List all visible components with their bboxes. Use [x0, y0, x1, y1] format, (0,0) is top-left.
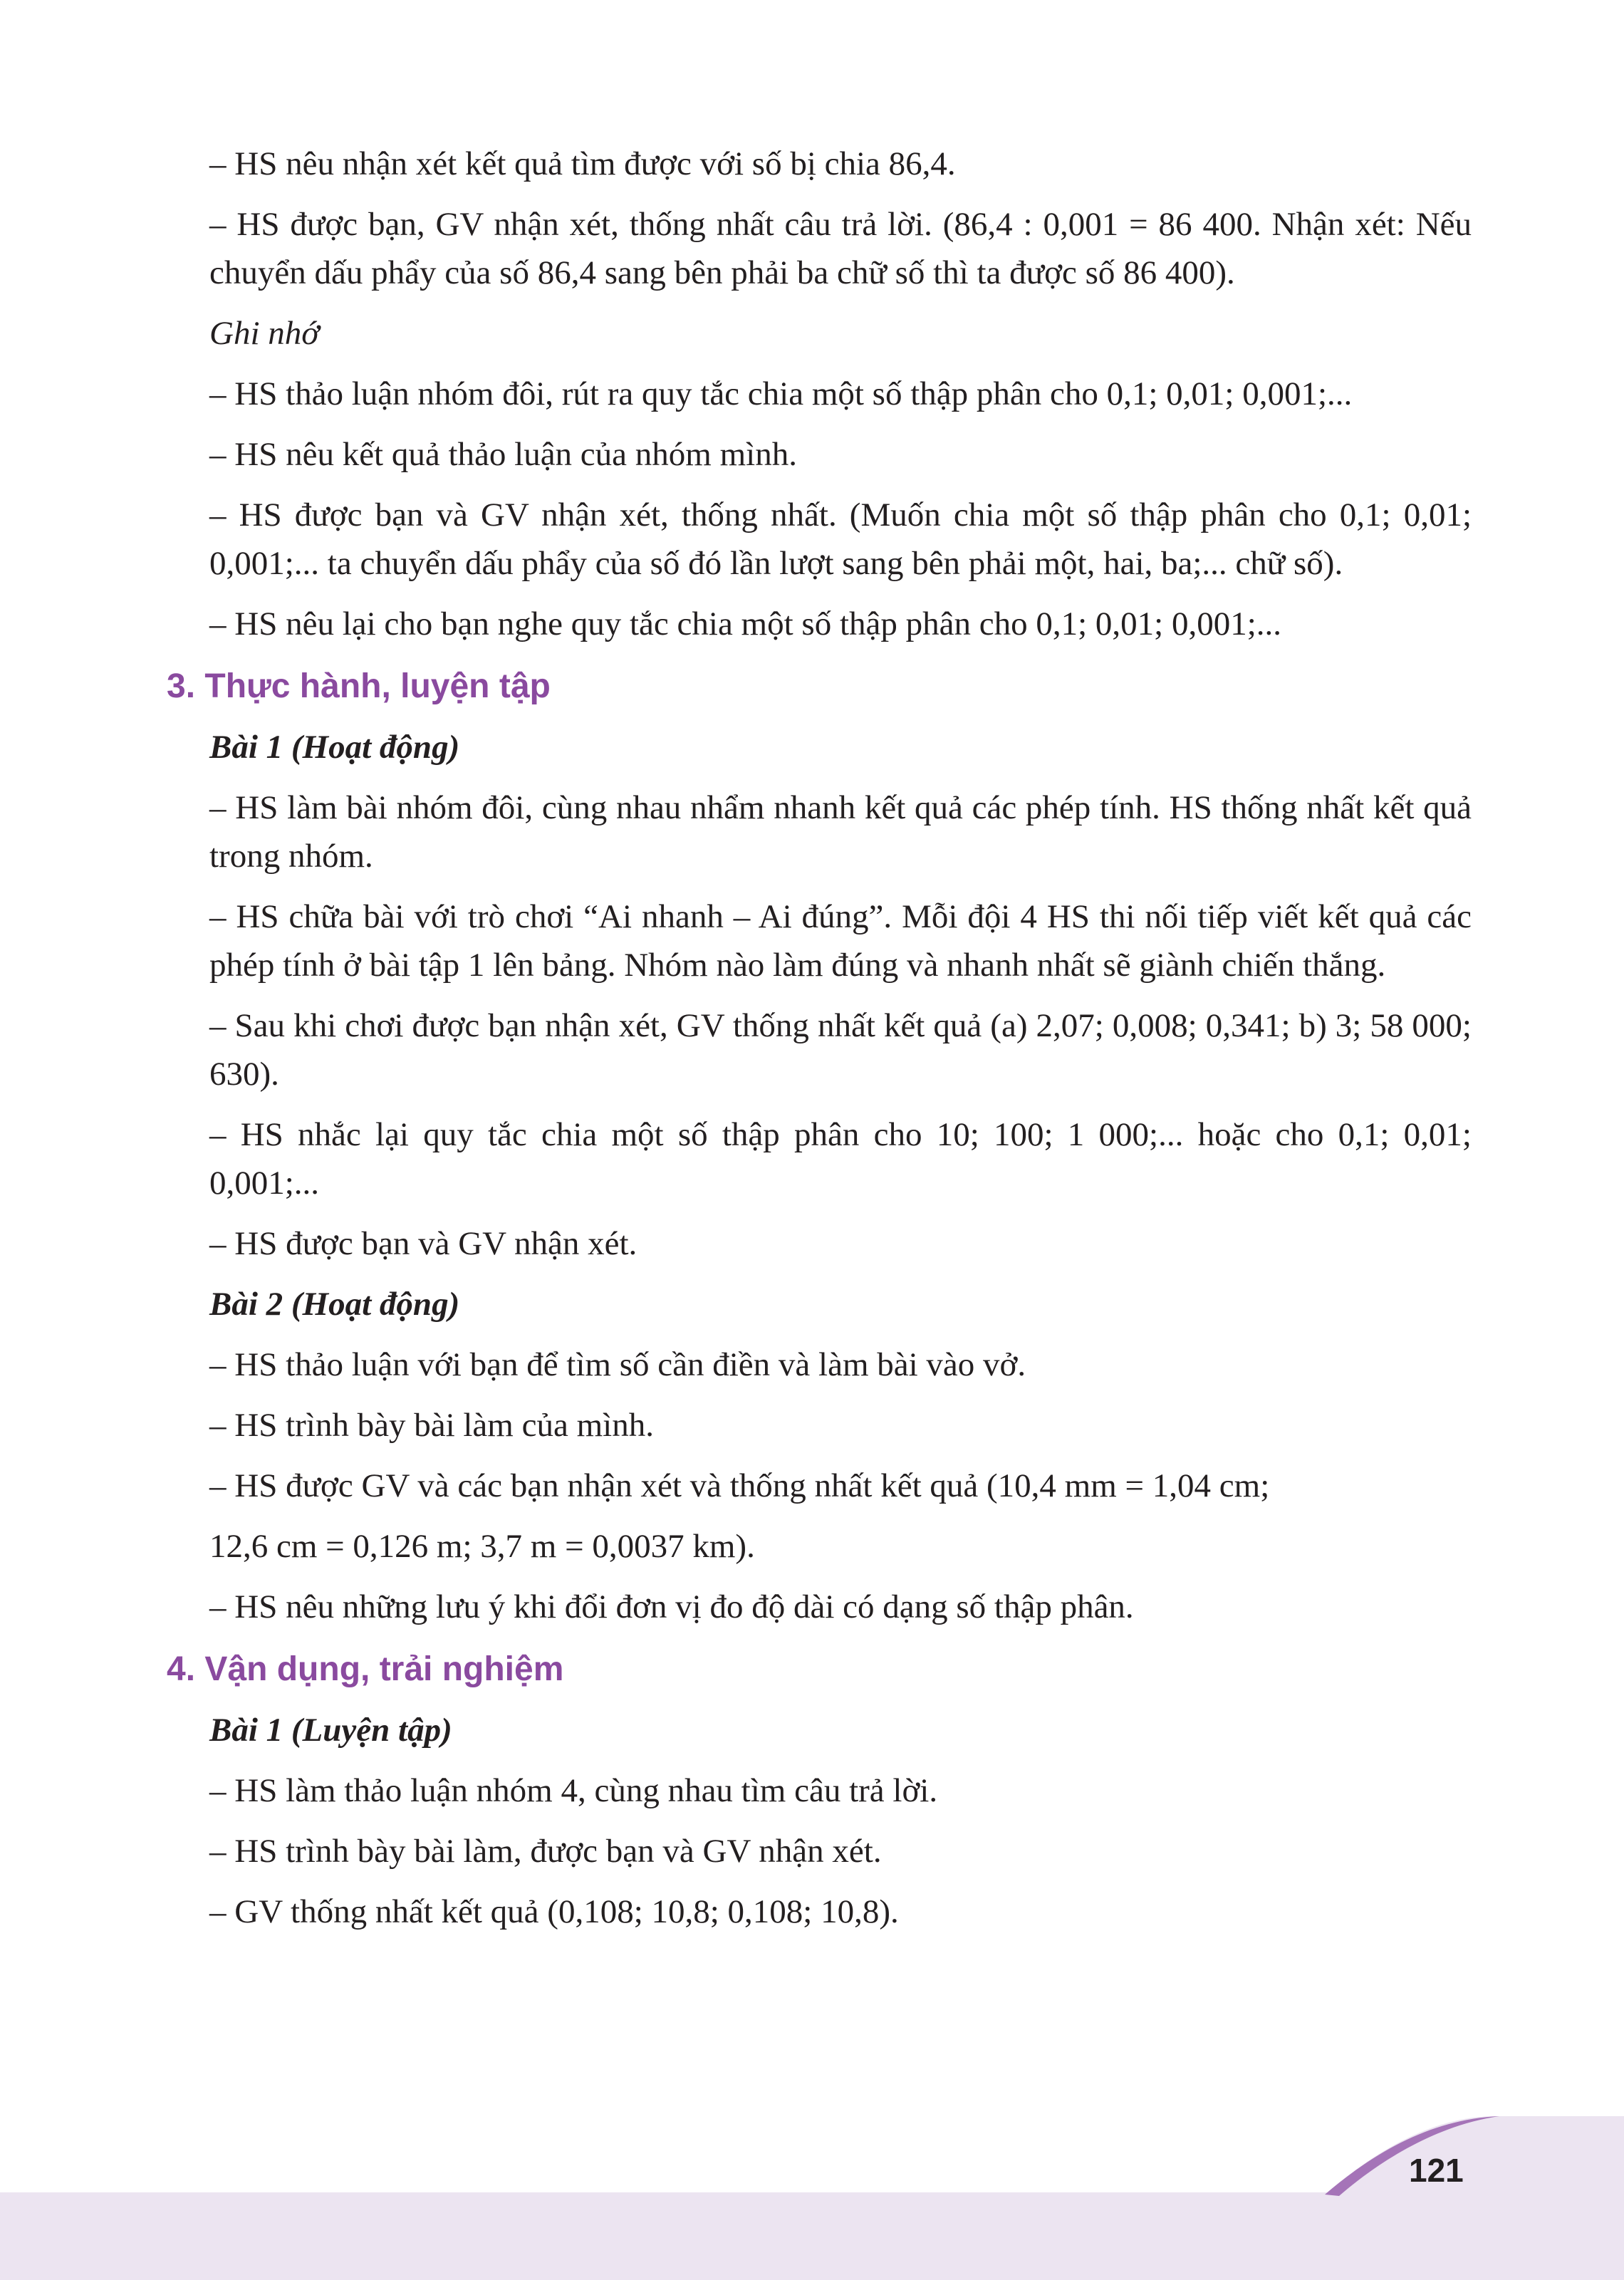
section-heading-3: 3. Thực hành, luyện tập	[167, 667, 551, 705]
footer-band	[0, 2192, 1624, 2280]
exercise-title: Bài 1 (Luyện tập)	[209, 1712, 452, 1749]
section-heading-4: 4. Vận dụng, trải nghiệm	[167, 1650, 564, 1688]
page-content	[167, 140, 1472, 1948]
paragraph: – GV thống nhất kết quả (0,108; 10,8; 0,108; 10,8).	[209, 1893, 899, 1930]
paragraph: – HS nêu nhận xét kết quả tìm được với số bị chia 86,4.	[209, 145, 956, 182]
exercise-title: Bài 2 (Hoạt động)	[209, 1286, 460, 1323]
paragraph: – HS chữa bài với trò chơi “Ai nhanh – Ai đúng”. Mỗi đội 4 HS thi nối tiếp viết kết quả các phép tính ở bài tập 1 lên bảng. Nhóm nào làm đúng và nhanh nhất sẽ giành chiến thắng.	[209, 898, 1472, 984]
paragraph: – HS thảo luận với bạn để tìm số cần điền và làm bài vào vở.	[209, 1346, 1026, 1383]
paragraph: – HS nêu lại cho bạn nghe quy tắc chia một số thập phân cho 0,1; 0,01; 0,001;...	[209, 605, 1282, 642]
paragraph: – HS nhắc lại quy tắc chia một số thập phân cho 10; 100; 1 000;... hoặc cho 0,1; 0,01; 0,001;...	[209, 1116, 1472, 1202]
paragraph: – HS nêu kết quả thảo luận của nhóm mình.	[209, 436, 797, 473]
paragraph: – Sau khi chơi được bạn nhận xét, GV thống nhất kết quả (a) 2,07; 0,008; 0,341; b) 3; 58 000; 630).	[209, 1007, 1472, 1093]
page-number: 121	[1409, 2152, 1464, 2189]
paragraph: – HS được bạn và GV nhận xét.	[209, 1225, 637, 1262]
ghi-nho-label: Ghi nhớ	[209, 315, 320, 352]
paragraph: – HS trình bày bài làm, được bạn và GV nhận xét.	[209, 1833, 882, 1870]
paragraph: – HS được bạn và GV nhận xét, thống nhất. (Muốn chia một số thập phân cho 0,1; 0,01; 0,001;... ta chuyển dấu phẩy của số đó lần lượt sang bên phải một, hai, ba;... chữ số).	[209, 496, 1472, 582]
paragraph: – HS được bạn, GV nhận xét, thống nhất câu trả lời. (86,4 : 0,001 = 86 400. Nhận xét: Nếu chuyển dấu phẩy của số 86,4 sang bên phải ba chữ số thì ta được số 86 400).	[209, 206, 1472, 291]
paragraph: – HS trình bày bài làm của mình.	[209, 1407, 654, 1444]
exercise-title: Bài 1 (Hoạt động)	[209, 729, 460, 766]
paragraph: – HS nêu những lưu ý khi đổi đơn vị đo độ dài có dạng số thập phân.	[209, 1588, 1134, 1625]
paragraph: – HS làm thảo luận nhóm 4, cùng nhau tìm câu trả lời.	[209, 1772, 938, 1809]
paragraph: – HS thảo luận nhóm đôi, rút ra quy tắc chia một số thập phân cho 0,1; 0,01; 0,001;...	[209, 375, 1353, 412]
paragraph: – HS được GV và các bạn nhận xét và thống nhất kết quả (10,4 mm = 1,04 cm;	[209, 1467, 1270, 1504]
paragraph: 12,6 cm = 0,126 m; 3,7 m = 0,0037 km).	[209, 1528, 755, 1565]
paragraph: – HS làm bài nhóm đôi, cùng nhau nhẩm nhanh kết quả các phép tính. HS thống nhất kết quả trong nhóm.	[209, 789, 1472, 875]
